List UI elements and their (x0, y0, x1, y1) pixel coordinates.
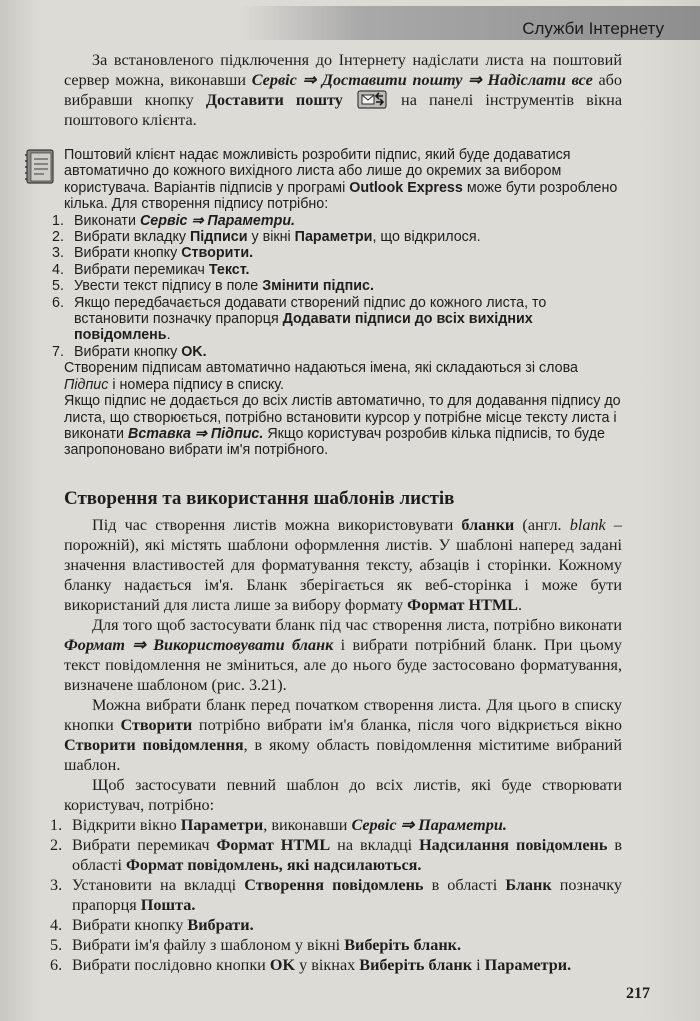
step-bold: Пошта. (140, 896, 196, 914)
step-bold: Параметри. (484, 956, 572, 974)
step-number: 3. (50, 876, 63, 894)
step-text: Виконати (74, 212, 140, 229)
templates-text: Під час створення листів можна використовувати (92, 516, 462, 534)
signature-step-4 (52, 262, 622, 278)
insert-signature-command: Вставка ⇒ Підпис. (128, 425, 264, 442)
step-number: 5. (50, 936, 63, 954)
step-bold: Підписи (190, 229, 248, 246)
step-text: і (472, 956, 485, 974)
step-text: Вибрати перемикач (72, 836, 217, 854)
step-text: . (166, 327, 171, 344)
step-number: 4. (50, 916, 63, 934)
step-bold: OK. (181, 343, 207, 360)
step-text: Вибрати ім'я файлу з шаблоном у вікні (72, 936, 345, 954)
step-number: 6. (52, 294, 64, 311)
intro-text-3: на панелі інструментів вікна поштового клієнта. (64, 91, 623, 129)
template-step-4 (50, 915, 622, 935)
signature-text-3: Створеним підписам автоматично надаються імена, які складаються зі слова (64, 360, 578, 377)
step-bold: Виберіть бланк (359, 956, 473, 974)
templates-text: – порожній), які містять шаблони оформлення листів. У шаблоні наперед задані значення властивостей для форматування тексту, абзаців і сторінки. Кожному бланку надається ім'я. Бланк зберігається як веб-сторінка і може бути використаний для листа лише за вибору формату (64, 516, 623, 614)
signature-step-7 (52, 344, 622, 360)
send-receive-icon (357, 90, 387, 109)
step-text: Вибрати кнопку (74, 245, 182, 262)
signature-word: Підпис (64, 376, 109, 393)
step-text: Установити на вкладці (72, 876, 245, 894)
templates-text: і вибрати потрібний бланк. При цьому текст повідомлення не зміниться, але до нього буде застосовано форматування, визначене шаблоном (рис. 3.21). (64, 636, 622, 694)
step-bold: Виберіть бланк. (344, 936, 462, 954)
step-bold: Вибрати. (187, 916, 254, 934)
templates-bold: бланки (461, 516, 515, 534)
signature-text-4: і номера підпису в списку. (108, 376, 284, 393)
signature-step-1 (52, 213, 622, 229)
step-text: в області (72, 836, 622, 874)
step-bold: Формат HTML (216, 836, 331, 854)
signature-steps (52, 213, 622, 361)
template-step-5 (50, 935, 622, 955)
signature-text-6: Якщо користувач розробив кілька підписів, то буде запропоновано вибрати ім'я потрібного. (64, 425, 605, 459)
step-text: в області (423, 876, 506, 894)
step-text: Вибрати кнопку (74, 343, 182, 360)
signature-text-1: Поштовий клієнт надає можливість розробити підпис, який буде додаватися автоматично до кожного вихідного листа або лише до окремих за вибором користувача. Варіантів підписів у програмі (64, 147, 571, 196)
step-text: у вікнах (295, 956, 360, 974)
step-text: на вкладці (330, 836, 420, 854)
step-bold: Формат повідомлень, які надсилаються. (126, 856, 422, 874)
step-text: Вибрати перемикач (74, 261, 209, 278)
header-bar (240, 6, 700, 40)
step-bold: Створити. (181, 245, 254, 262)
step-text: Увести текст підпису в поле (74, 278, 263, 295)
signature-step-3 (52, 245, 622, 261)
step-text: у вікні (247, 229, 295, 246)
program-name: Outlook Express (349, 179, 463, 196)
step-number: 7. (52, 343, 64, 360)
step-bold: Надсилання повідомлень (419, 836, 608, 854)
signature-step-2 (52, 229, 622, 245)
templates-bold: Створити повідомлення (64, 736, 244, 754)
step-number: 2. (52, 229, 64, 246)
step-text: Відкрити вікно (72, 816, 181, 834)
step-bold: OK (269, 956, 296, 974)
intro-button-name: Доставити пошту (205, 91, 343, 109)
step-command: Сервіс ⇒ Параметри. (351, 816, 507, 834)
step-bold: Параметри (180, 816, 264, 834)
step-bold: Параметри (294, 229, 373, 246)
intro-command: Сервіс ⇒ Доставити пошту ⇒ Надіслати все (251, 71, 593, 89)
step-bold: Створення повідомлень (244, 876, 424, 894)
step-text: позначку прапорця (72, 876, 622, 914)
templates-bold: Формат HTML (407, 596, 518, 614)
english-term: blank (569, 516, 606, 534)
intro-text-1: За встановленого підключення до Інтернету надіслати листа на поштовий сервер можна, виконавши (64, 51, 622, 89)
intro-text-2: або вибравши кнопку (64, 71, 623, 109)
header-title: Служби Інтернету (522, 19, 664, 38)
step-number: 3. (52, 245, 64, 262)
step-number: 1. (50, 816, 63, 834)
template-step-6 (50, 955, 622, 975)
step-bold: Змінити підпис. (262, 278, 374, 295)
templates-bold: Створити (120, 716, 193, 734)
step-text: Вибрати послідовно кнопки (72, 956, 270, 974)
notebook-icon (24, 147, 58, 187)
page-number: 217 (626, 985, 650, 1002)
format-command: Формат ⇒ Використовувати бланк (64, 636, 334, 654)
section-heading: Створення та використання шаблонів листів (64, 488, 455, 509)
step-command: Сервіс ⇒ Параметри. (139, 212, 296, 229)
step-number: 5. (52, 278, 64, 295)
templates-section (50, 515, 623, 975)
step-text: Вибрати кнопку (72, 916, 188, 934)
intro-paragraph (64, 50, 622, 130)
template-step-2 (50, 835, 622, 875)
templates-text: Для того щоб застосувати бланк під час створення листа, потрібно виконати (92, 616, 622, 634)
templates-text: . (517, 596, 523, 614)
templates-text: Можна вибрати бланк перед початком створення листа. Для цього в списку кнопки (64, 696, 622, 734)
step-text: Вибрати вкладку (74, 229, 190, 246)
signature-step-5 (52, 278, 622, 294)
step-number: 1. (52, 212, 64, 229)
step-bold: Текст. (208, 261, 250, 278)
step-number: 2. (50, 836, 63, 854)
templates-text: , в якому область повідомлення міститиме вибраний шаблон. (64, 736, 622, 774)
step-number: 4. (52, 261, 64, 278)
templates-text: (англ. (514, 516, 570, 534)
templates-text: потрібно вибрати ім'я бланка, після чого відкриється вікно (192, 716, 623, 734)
step-text: , що відкрилося. (372, 229, 481, 246)
signature-text-2: може бути розроблено кілька. Для створення підпису потрібно: (64, 179, 618, 213)
template-step-3 (50, 875, 622, 915)
signature-section (52, 147, 622, 459)
template-steps (50, 815, 622, 975)
templates-intro-steps: Щоб застосувати певний шаблон до всіх листів, які буде створювати користувач, потрібно: (64, 776, 622, 814)
step-number: 6. (50, 956, 63, 974)
step-text: , виконавши (263, 816, 352, 834)
step-text: Якщо передбачається додавати створений підпис до кожного листа, то встановити позначку прапорця (74, 294, 547, 328)
step-bold: Додавати підписи до всіх вихідних повідомлень (74, 311, 533, 344)
template-step-1 (50, 815, 622, 835)
signature-text-5: Якщо підпис не додається до всіх листів автоматично, то для додавання підпису до листа, що створюється, потрібно встановити курсор у потрібне місце тексту листа і виконати (64, 393, 621, 442)
step-bold: Бланк (505, 876, 552, 894)
signature-step-6 (52, 295, 622, 344)
